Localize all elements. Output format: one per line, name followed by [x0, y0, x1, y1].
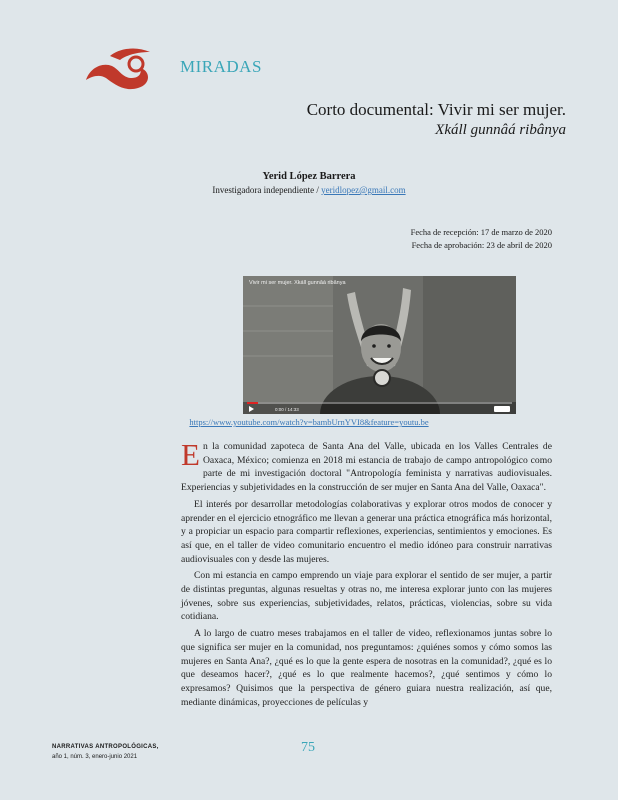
paragraph-3: Con mi estancia en campo emprendo un viaje para explorar el sentido de ser mujer, a partir de distintas preguntas, algunas resueltas y otras no, me interesa explorar junto con las mujeres jóvenes, sobre sus experiencias, subjetividades, relatos, prácticas, violencias, sobre su vida cotidiana.: [181, 570, 552, 623]
paragraph-4: A lo largo de cuatro meses trabajamos en el taller de video, reflexionamos juntas sobre lo que significa ser mujer en la comunidad, nos preguntamos: ¿quiénes somos y cómo somos las mujeres en Santa Ana?, ¿qué es lo que la gente espera de nosotras en la comunidad?, ¿qué es lo que deseamos hacer?, ¿qué es lo que realmente hacemos?, ¿qué sentimos y cómo lo expresamos? Quisimos que la perspectiva de género guiara nuestra realización, así que, mediante dinámicas, proyecciones de películas y: [181, 628, 552, 708]
video-thumbnail[interactable]: [243, 276, 516, 414]
section-label: MIRADAS: [180, 57, 262, 76]
video-overlay-title: Vivir mi ser mujer. Xkáll gunnâá ribânya: [249, 280, 346, 286]
journal-name: NARRATIVAS ANTROPOLÓGICAS,: [52, 744, 159, 750]
received-date: Fecha de recepción: 17 de marzo de 2020: [410, 227, 552, 237]
footer-journal: [52, 742, 159, 762]
journal-issue: año 1, núm. 3, enero-junio 2021: [52, 754, 138, 760]
article-dates: [411, 226, 552, 252]
author-name: Yerid López Barrera: [262, 171, 356, 182]
video-link[interactable]: https://www.youtube.com/watch?v=bambUrnYVI8&feature=youtu.be: [189, 417, 429, 427]
video-time: 0:00 / 14:33: [275, 407, 299, 412]
article-body: [181, 437, 552, 712]
play-icon[interactable]: [249, 406, 254, 412]
video-still-image: [243, 276, 516, 414]
drop-cap: E: [181, 437, 200, 472]
youtube-logo-icon[interactable]: [494, 406, 510, 412]
author-affiliation: [0, 185, 618, 195]
page-number: 75: [301, 740, 315, 755]
journal-logo: [80, 44, 168, 96]
paragraph-2: El interés por desarrollar metodologías colaborativas y explorar otros modos de conocer y aprender en el ejercicio etnográfico me llevan a generar una práctica etnográfica más horizontal, y a propiciar un espacio para compartir reflexiones, experiencias, sentimientos y emociones. Es así que, en el taller de video comunitario encuentro el medio idóneo para construir narrativas audiovisuales con y desde las mujeres.: [181, 498, 552, 565]
paragraph-1: En la comunidad zapoteca de Santa Ana del Valle, ubicada en los Valles Centrales de Oaxaca, México; comienza en 2018 mi estancia de trabajo de campo antropológico como parte de mi investigación doctoral "Antropología feminista y narrativas audiovisuales. Experiencias y subjetividades en la construcción de ser mujer en Santa Ana del Valle, Oaxaca".: [181, 437, 552, 494]
article-subtitle: Xkáll gunnâá ribânya: [435, 122, 566, 138]
approved-date: Fecha de aprobación: 23 de abril de 2020: [411, 240, 552, 250]
affiliation-text: Investigadora independiente /: [212, 185, 319, 195]
video-progress-bar[interactable]: [247, 402, 512, 404]
author-email-link[interactable]: yeridlopez@gmail.com: [321, 185, 406, 195]
title-block: [307, 100, 566, 140]
article-title: Corto documental: Vivir mi ser mujer.: [306, 100, 566, 119]
